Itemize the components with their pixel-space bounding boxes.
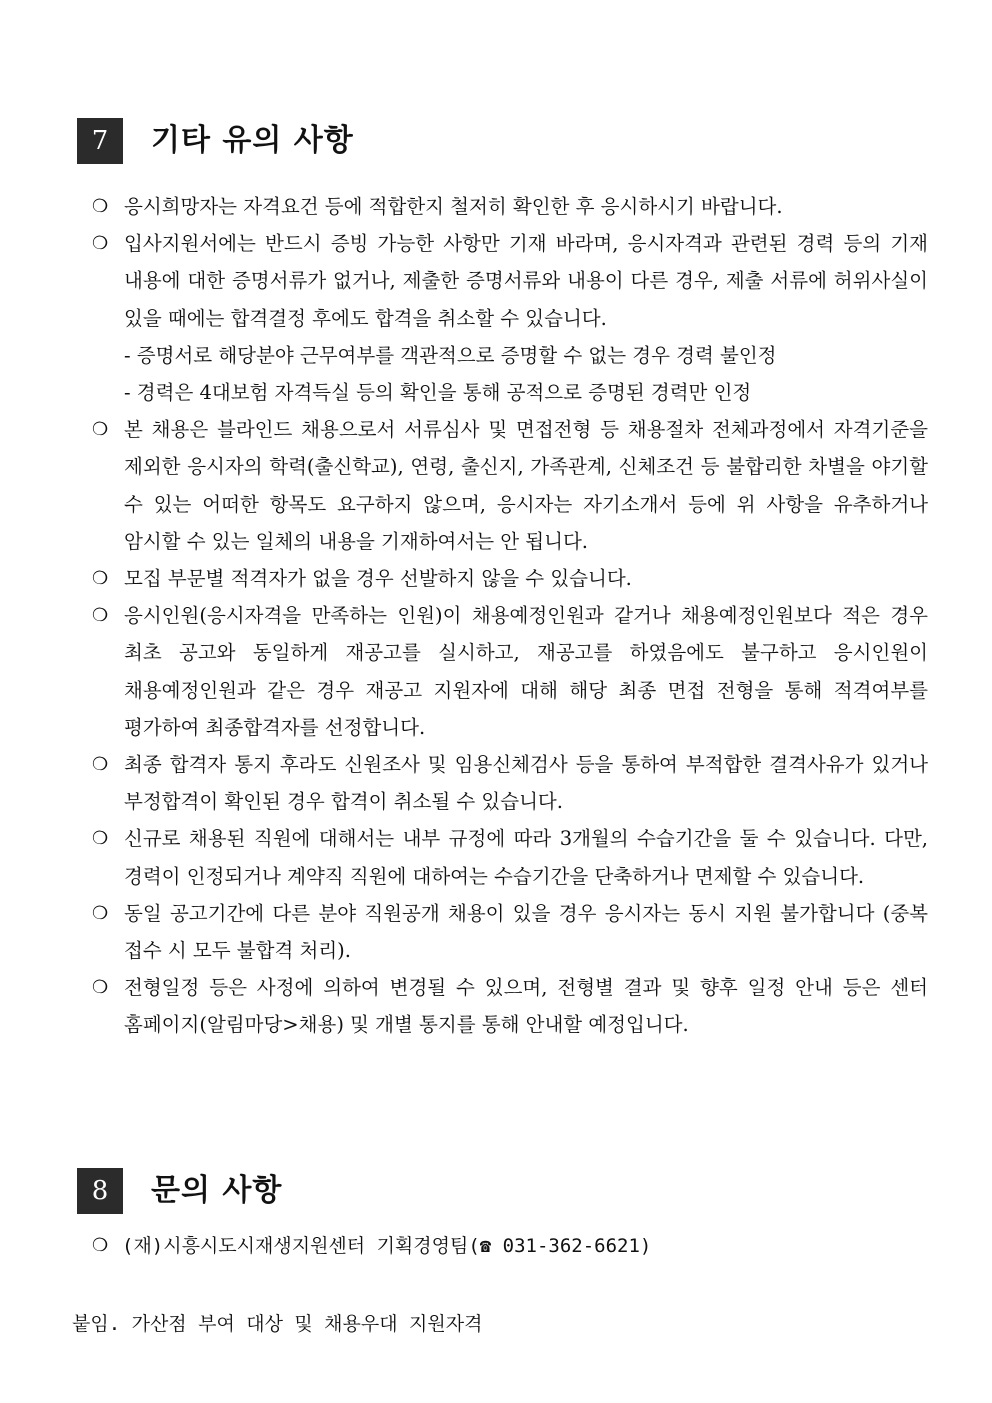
section-8-header: [77, 1168, 282, 1214]
section-7-header: [77, 118, 354, 164]
item-text: 모집 부문별 적격자가 없을 경우 선발하지 않을 수 있습니다.: [124, 567, 632, 591]
section-title: 문의 사항: [151, 1173, 283, 1208]
section-title: 기타 유의 사항: [151, 123, 354, 158]
circle-bullet-icon: ❍: [92, 977, 109, 999]
circle-bullet-icon: ❍: [92, 605, 109, 627]
sub-item: - 경력은 4대보험 자격득실 등의 확인을 통해 공적으로 증명된 경력만 인정: [124, 381, 752, 405]
circle-bullet-icon: ❍: [92, 1235, 109, 1256]
circle-bullet-icon: ❍: [92, 196, 109, 217]
list-item: [88, 597, 928, 746]
list-item: [88, 411, 928, 560]
item-text: 입사지원서에는 반드시 증빙 가능한 사항만 기재 바라며, 응시자격과 관련된 경력 등의 기재 내용에 대한 증명서류가 없거나, 제출한 증명서류와 내용이 다른 경우, 제출 서류에 허위사실이 있을 때에는 합격결정 후에도 합격을 취소할 수 있습니다.: [124, 232, 928, 330]
list-item: [88, 188, 928, 225]
list-item: [88, 820, 928, 894]
circle-bullet-icon: ❍: [92, 754, 109, 776]
item-text: 신규로 채용된 직원에 대해서는 내부 규정에 따라 3개월의 수습기간을 둘 수 있습니다. 다만, 경력이 인정되거나 계약직 직원에 대하여는 수습기간을 단축하거나 면제할 수 있습니다.: [124, 827, 928, 888]
list-item: [88, 746, 928, 820]
item-text: 본 채용은 블라인드 채용으로서 서류심사 및 면접전형 등 채용절차 전체과정에서 자격기준을 제외한 응시자의 학력(출신학교), 연령, 출신지, 가족관계, 신체조건 등 불합리한 차별을 야기할 수 있는 어떠한 항목도 요구하지 않으며, 응시자는 자기소개서 등에 위 사항을 유추하거나 암시할 수 있는 일체의 내용을 기재하여서는 안 됩니다.: [124, 418, 928, 553]
circle-bullet-icon: ❍: [92, 419, 109, 441]
circle-bullet-icon: ❍: [92, 233, 109, 255]
section-number-badge: 8: [77, 1168, 123, 1214]
contact-text: (재)시흥시도시재생지원센터 기획경영팀(☎ 031-362-6621): [122, 1235, 652, 1257]
item-text: 동일 공고기간에 다른 분야 직원공개 채용이 있을 경우 응시자는 동시 지원 불가합니다 (중복 접수 시 모두 불합격 처리).: [124, 901, 928, 963]
circle-bullet-icon: ❍: [92, 828, 109, 850]
circle-bullet-icon: ❍: [92, 902, 109, 924]
item-text: 응시인원(응시자격을 만족하는 인원)이 채용예정인원과 같거나 채용예정인원보다 적은 경우 최초 공고와 동일하게 재공고를 실시하고, 재공고를 하였음에도 불구하고 응시인원이 채용예정인원과 같은 경우 재공고 지원자에 대해 해당 최종 면접 전형을 통해 적격여부를 평가하여 최종합격자를 선정합니다.: [124, 604, 928, 739]
item-text: 최종 합격자 통지 후라도 신원조사 및 임용신체검사 등을 통하여 부적합한 결격사유가 있거나 부정합격이 확인된 경우 합격이 취소될 수 있습니다.: [124, 753, 928, 814]
list-item: [88, 225, 928, 411]
item-text: 응시희망자는 자격요건 등에 적합한지 철저히 확인한 후 응시하시기 바랍니다.: [124, 195, 783, 218]
appendix-note: 붙임. 가산점 부여 대상 및 채용우대 지원자격: [72, 1313, 483, 1335]
list-item: [88, 969, 928, 1043]
section-number-badge: 7: [77, 118, 123, 164]
circle-bullet-icon: ❍: [92, 568, 109, 590]
list-item: [88, 895, 928, 969]
contact-line: [88, 1228, 651, 1264]
item-text: 전형일정 등은 사정에 의하여 변경될 수 있으며, 전형별 결과 및 향후 일정 안내 등은 센터 홈페이지(알림마당>채용) 및 개별 통지를 통해 안내할 예정입니다.: [124, 976, 928, 1037]
notice-list: [88, 188, 928, 1044]
list-item: [88, 560, 928, 597]
sub-item: - 증명서로 해당분야 근무여부를 객관적으로 증명할 수 없는 경우 경력 불인정: [124, 343, 777, 367]
